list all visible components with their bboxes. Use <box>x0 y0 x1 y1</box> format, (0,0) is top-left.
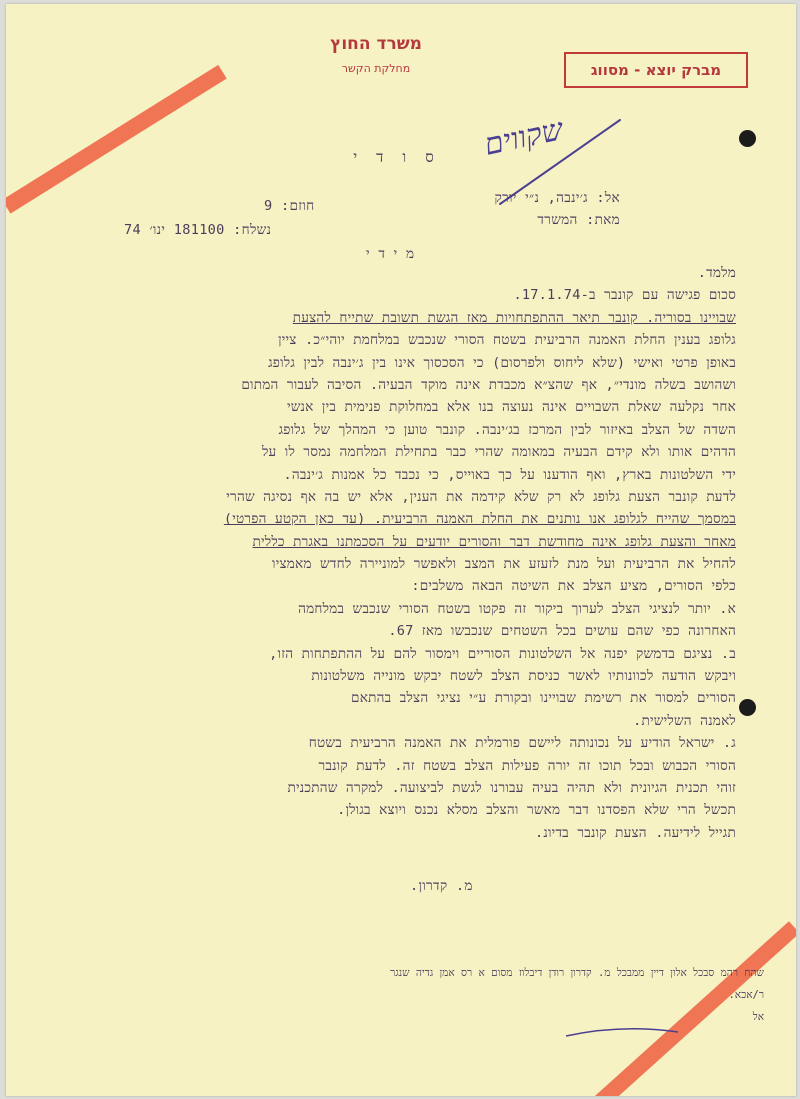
distribution-line: שהח רהמ סבכל אלון דיין ממבכל מ. קדרון רודן דיבלוז מסום א רס אמן גדיה שנגר <box>390 967 764 979</box>
body-line: השדה של הצלב באיזור לבין המרכז בג׳ינבה. קונבר טוען כי המהלך של גלופג <box>278 421 736 438</box>
body-line: זוהי תכנית הגיונית ולא תהיה בעיה עבורנו לגשת לביצועה. למקרה שהתכנית <box>287 779 736 796</box>
ministry-name: משרד החוץ <box>330 34 422 54</box>
body-line: ב. נציגם בדמשק יפנה אל השלטונות הסוריים וימסור להם על ההתפתחות הזו, <box>269 645 736 662</box>
punch-hole <box>739 130 756 147</box>
body-line: תכשל הרי שלא הפסדנו דבר מאשר והצלב מסלא נכנס ויוצא בגולן. <box>337 802 736 819</box>
department-name: מחלקת הקשר <box>341 62 411 75</box>
letterhead <box>256 34 496 75</box>
body-line: שבויינו בסוריה. קונבר תיאר ההתפתחויות מאז הגשת תשובת שתייח להצעת <box>292 309 736 326</box>
personal-marker: מ י ד י <box>366 246 415 262</box>
handwritten-underline <box>562 1022 682 1042</box>
cable-type-stamp: מברק יוצא - מסווג <box>564 52 748 88</box>
body-line: סכום פגישה עם קונבר ב-17.1.74. <box>513 287 736 304</box>
body-line: מלמד. <box>697 265 736 281</box>
body-line: הסורי הכבוש ובכל תוכו זה יורה פעילות הצלב בשטח זה. לדעת קונבר <box>318 757 736 774</box>
body-line: באופן פרטי ואישי (שלא ליחוס ולפרסום) כי הסכסוך אינו בין ג׳ינבה לבין גלופג <box>268 354 736 371</box>
handwritten-note: שקווים <box>481 112 567 163</box>
orange-tape-top-left <box>6 65 227 214</box>
body-line: האחרונה כפי שהם עושים בכל השטחים שנכבשו מאז 67. <box>388 623 736 640</box>
body-line: הדהים אותו ולא קידם הבעיה במאומה שהרי כבר בתחילת המלחמה נמסר לו על <box>261 444 736 461</box>
body-line: תגייל לידיעה. הצעת קונבר בדיונ. <box>535 824 736 841</box>
cable-body <box>56 262 736 844</box>
body-line: הסורים למסור את רשימת שבויינו ובקורת ע״י נציגי הצלב בהתאם <box>351 690 736 707</box>
classification-label: ס ו ד י <box>353 148 439 166</box>
body-line: ג. ישראל הודיע על נכונותה ליישם פורמלית את האמנה הרביעית בשטח <box>308 735 736 752</box>
body-line: לדעת קונבר הצעת גלופג לא רק שלא קידמה את הענין, אלא יש בה אף נסיגה שהרי <box>226 488 736 505</box>
punch-hole <box>739 699 756 716</box>
body-line: ושהושב בשלה מונדי״, אף שהצ״א מכבדת אינה מוקד הבעיה. הסיבה לעבור המתום <box>241 376 736 393</box>
body-line: כלפי הסורים, מציע הצלב את השיטה הבאה משלבים: <box>411 578 736 595</box>
signature: מ. קדרון. <box>410 878 473 894</box>
body-line: א. יותר לנציגי הצלב לערוך ביקור זה פקטו בשטח הסורי שנכבש במלחמה <box>298 600 736 617</box>
urgency-line: חוזם: 9 <box>264 198 315 214</box>
body-line: מאחר והצעת גלופג אינה מחודשת דבר והסורים יודעים על הסכמתנו באגרת כללית <box>252 533 736 550</box>
body-line: להחיל את הרביעית ועל מנת לזעזע את המצב ולאפשר למוניירה לחדש מאמציו <box>272 556 736 573</box>
body-line: לאמנה השלישית. <box>633 712 736 729</box>
body-line: ויבקש הודעה לכוונותיו לאשר כניסת הצלב לשטח יבקש מונייה משלטונות <box>311 668 736 685</box>
body-line: גלופג בענין החלת האמנה הרביעית בשטח הסורי שנכבש במלחמת יוהי״כ. ציין <box>278 332 736 349</box>
recipient-line: אל: ג׳ינבה, נ״י יורק <box>494 190 620 206</box>
distribution-line: ר/אכא. <box>728 989 764 1001</box>
body-line: במסמך שהייח לגלופג אנו נותנים את החלת האמנה הרביעית. (עד כאן הקטע הפרטי) <box>223 511 736 528</box>
body-line: ידי השלטונות בארץ, ואף הודענו על כך באוייס, כי נכבד כל אמנות ג׳ינבה. <box>283 466 736 483</box>
distribution-list <box>124 962 764 1028</box>
distribution-line: אל <box>752 1011 764 1023</box>
cable-document <box>6 4 796 1096</box>
sender-line: מאת: המשרד <box>537 212 620 228</box>
sent-timestamp: נשלח: 181100 ינו׳ 74 <box>124 222 272 238</box>
body-line: אחר נקלעה שאלת השבויים אינה נעוצה בנו אלא במחלוקת פנימית בין אנשי <box>286 399 736 416</box>
